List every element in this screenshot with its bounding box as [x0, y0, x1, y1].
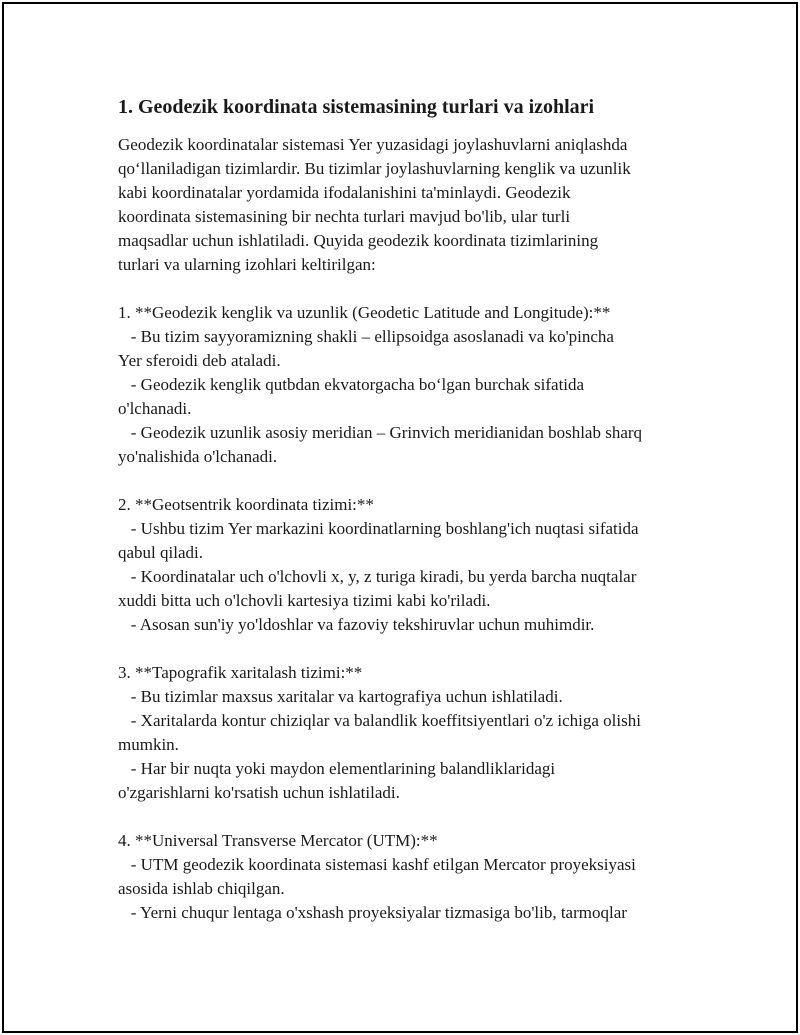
list-item-geocentric: 2. **Geotsentrik koordinata tizimi:** - Ushbu tizim Yer markazini koordinatlarning boshlang'ich nuqtasi sifatida qabul qiladi. - Koordinatalar uch o'lchovli x, y, z turiga kiradi, bu yerda barcha nuqtalar xuddi bitta uch o'lchovli kartesiya tizimi kabi ko'riladi. - Asosan sun'iy yo'ldoshlar va fazoviy tekshiruvlar uchun muhimdir.: [118, 495, 639, 634]
paragraph-spacer: [118, 277, 698, 301]
document-body: [118, 95, 698, 925]
paragraph-spacer: [118, 469, 698, 493]
paragraph-spacer: [118, 805, 698, 829]
section-heading: 1. Geodezik koordinata sistemasining turlari va izohlari: [118, 96, 595, 118]
list-item-geodetic-lat-long: 1. **Geodezik kenglik va uzunlik (Geodetic Latitude and Longitude):** - Bu tizim sayyoramizning shakli – ellipsoidga asoslanadi va ko'pincha Yer sferoidi deb ataladi. - Geodezik kenglik qutbdan ekvatorgacha bo‘lgan burchak sifatida o'lchanadi. - Geodezik uzunlik asosiy meridian – Grinvich meridianidan boshlab sharq yo'nalishida o'lchanadi.: [118, 303, 643, 466]
list-item-topographic: 3. **Tapografik xaritalash tizimi:** - Bu tizimlar maxsus xaritalar va kartografiya uchun ishlatiladi. - Xaritalarda kontur chiziqlar va balandlik koeffitsiyentlari o'z ichiga olishi mumkin. - Har bir nuqta yoki maydon elementlarining balandliklaridagi o'zgarishlarni ko'rsatish uchun ishlatiladi.: [118, 663, 641, 802]
intro-paragraph: Geodezik koordinatalar sistemasi Yer yuzasidagi joylashuvlarni aniqlashda qo‘llaniladigan tizimlardir. Bu tizimlar joylashuvlarning kenglik va uzunlik kabi koordinatalar yordamida ifodalanishini ta'minlaydi. Geodezik koordinata sistemasining bir nechta turlari mavjud bo'lib, ular turli maqsadlar uchun ishlatiladi. Quyida geodezik koordinata tizimlarining turlari va ularning izohlari keltirilgan:: [118, 135, 631, 274]
paragraph-spacer: [118, 637, 698, 661]
list-item-utm: 4. **Universal Transverse Mercator (UTM):** - UTM geodezik koordinata sistemasi kashf etilgan Mercator proyeksiyasi asosida ishlab chiqilgan. - Yerni chuqur lentaga o'xshash proyeksiyalar tizmasiga bo'lib, tarmoqlar: [118, 831, 636, 922]
